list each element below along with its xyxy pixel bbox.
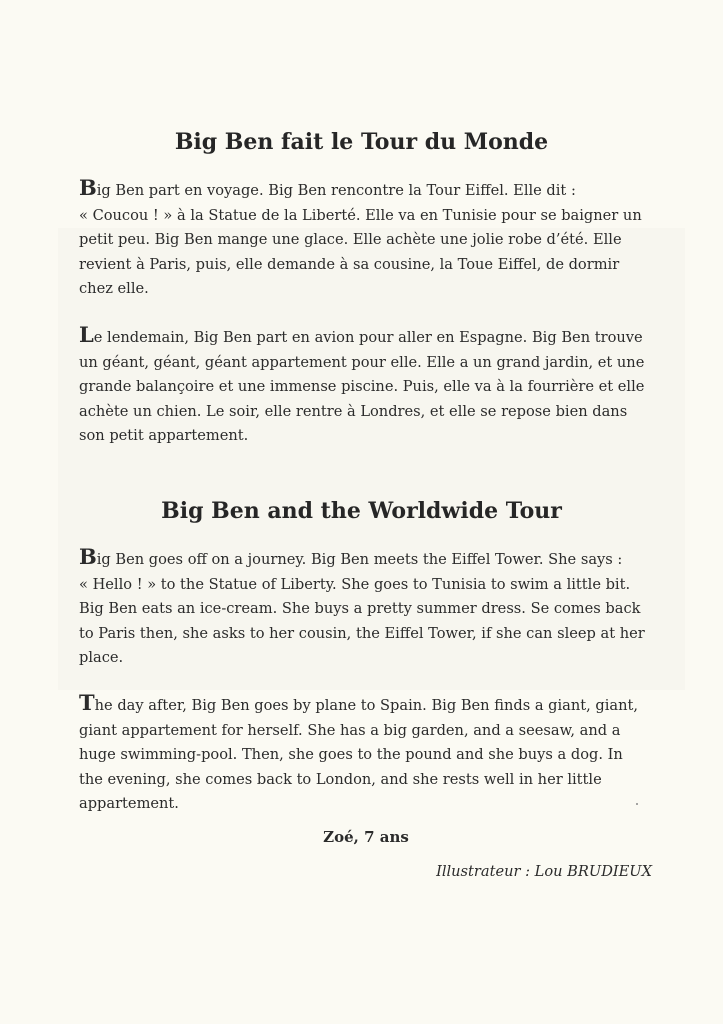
text-line: achète un chien. Le soir, elle rentre à Londres, et elle se repose bien dans (79, 402, 628, 420)
french-paragraph-1 (79, 177, 669, 302)
text-line: « Hello ! » to the Statue of Liberty. She goes to Tunisia to swim a little bit. (79, 575, 631, 593)
text-line: huge swimming-pool. Then, she goes to the pound and she buys a dog. In (79, 746, 623, 764)
initial-letter: B (79, 544, 97, 569)
text-line: « Coucou ! » à la Statue de la Liberté. Elle va en Tunisie pour se baigner un (79, 206, 642, 224)
initial-letter: L (79, 322, 94, 347)
text-line: revient à Paris, puis, elle demande à sa cousine, la Toue Eiffel, de dormir (79, 255, 620, 273)
english-paragraph-1 (79, 546, 669, 671)
french-title: Big Ben fait le Tour du Monde (174, 129, 549, 155)
text-line: e lendemain, Big Ben part en avion pour aller en Espagne. Big Ben trouve (93, 329, 643, 346)
text-line: appartement. (79, 795, 179, 813)
text-line: ig Ben goes off on a journey. Big Ben meets the Eiffel Tower. She says : (96, 551, 623, 568)
text-line: he day after, Big Ben goes by plane to Spain. Big Ben finds a giant, giant, (94, 697, 639, 714)
page-speck (636, 803, 638, 805)
author-credit: Zoé, 7 ans (323, 828, 409, 846)
text-line: petit peu. Big Ben mange une glace. Elle achète une jolie robe d’été. Elle (79, 231, 622, 249)
text-line: place. (79, 649, 124, 667)
initial-letter: B (79, 175, 97, 200)
english-paragraph-2 (79, 692, 669, 817)
text-line: chez elle. (79, 280, 149, 298)
text-line: son petit appartement. (79, 427, 249, 445)
illustrator-credit: Illustrateur : Lou BRUDIEUX (436, 863, 652, 880)
english-title: Big Ben and the Worldwide Tour (161, 498, 562, 524)
text-line: to Paris then, she asks to her cousin, the Eiffel Tower, if she can sleep at her (79, 624, 645, 642)
text-line: the evening, she comes back to London, and she rests well in her little (79, 770, 602, 788)
text-line: ig Ben part en voyage. Big Ben rencontre la Tour Eiffel. Elle dit : (96, 182, 576, 199)
text-line: giant appartement for herself. She has a big garden, and a seesaw, and a (79, 721, 621, 739)
french-paragraph-2 (79, 324, 669, 449)
text-line: grande balançoire et une immense piscine. Puis, elle va à la fourrière et elle (79, 378, 645, 396)
initial-letter: T (79, 690, 95, 715)
text-line: un géant, géant, géant appartement pour elle. Elle a un grand jardin, et une (79, 353, 645, 371)
text-line: Big Ben eats an ice-cream. She buys a pretty summer dress. Se comes back (79, 600, 641, 618)
